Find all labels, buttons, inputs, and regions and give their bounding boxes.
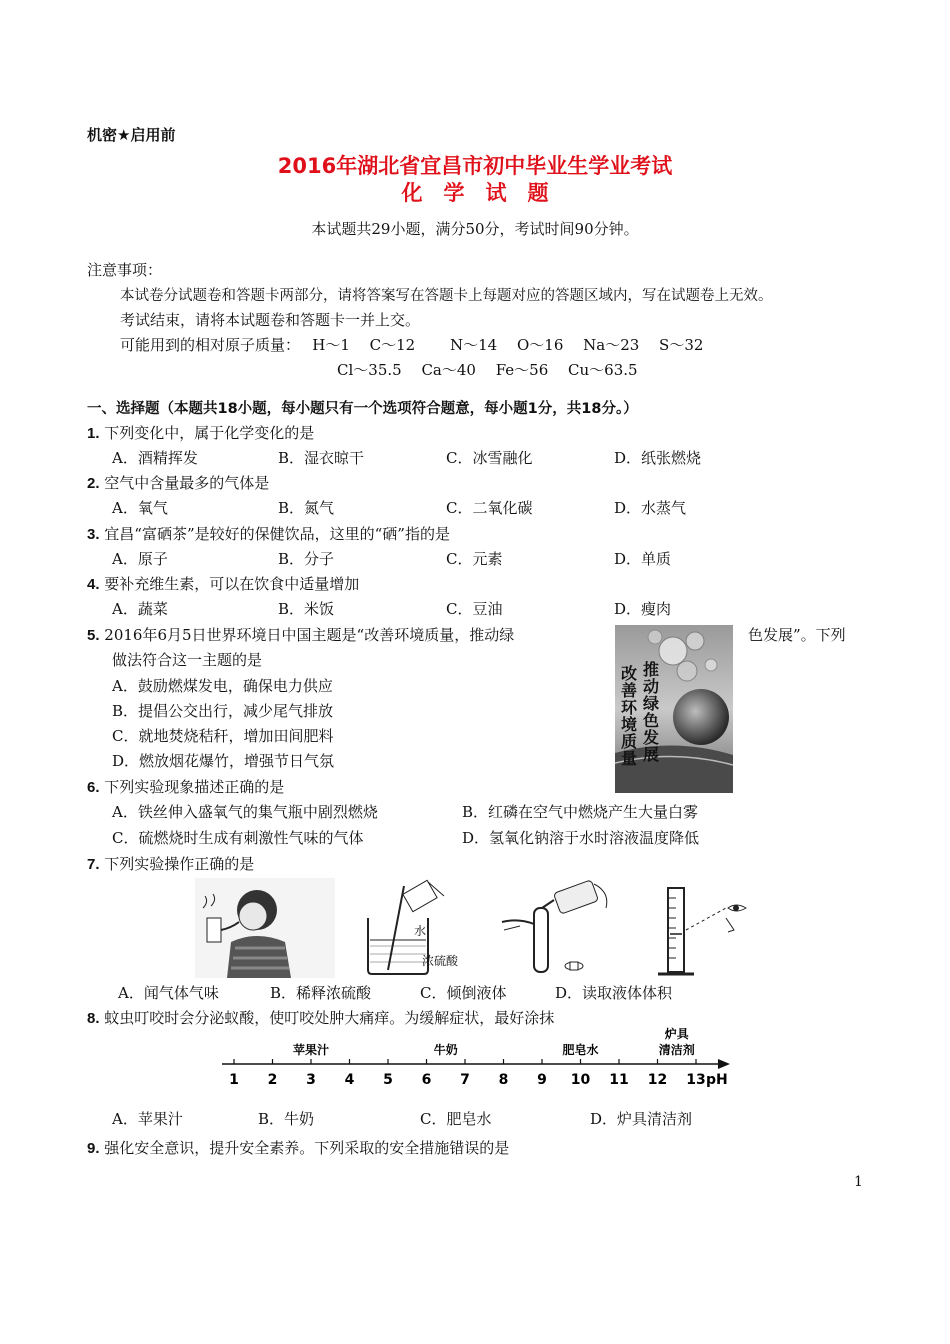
section-1-title: 一、选择题（本题共18小题，每小题只有一个选项符合题意，每小题1分，共18分。） [87,401,638,417]
q8-option-c[interactable]: C．肥皂水 [420,1110,492,1128]
ph-tick-label: 1 [229,1072,239,1088]
q5-option-c[interactable]: C．就地焚烧秸秆，增加田间肥料 [112,727,334,745]
dilute-acid-illustration [358,878,468,978]
notice-line-2: 考试结束，请将本试题卷和答题卡一并上交。 [120,311,421,329]
exam-info: 本试题共29小题，满分50分，考试时间90分钟。 [311,220,639,238]
question-1 [87,422,314,443]
question-number: 3. [87,526,100,543]
ph-tick-label: 10 [570,1072,591,1088]
question-stem: 下列实验操作正确的是 [104,855,255,873]
q5-option-a[interactable]: A．鼓励燃煤发电，确保电力供应 [112,677,333,695]
ph-substance-label: 肥皂水 [562,1043,599,1057]
pour-liquid-illustration [498,878,618,978]
q8-option-b[interactable]: B．牛奶 [258,1110,315,1128]
ph-tick-label: 12 [647,1072,668,1088]
ph-tick-label: 2 [267,1072,278,1088]
question-7 [87,853,254,874]
notice-label: 注意事项： [87,261,163,279]
q2-option-c[interactable]: C．二氧化碳 [446,499,533,517]
question-stem-part-2: 色发展”。下列 [748,626,846,644]
question-9 [87,1137,509,1158]
question-stem: 强化安全意识，提升安全素养。下列采取的安全措施错误的是 [104,1139,510,1157]
question-stem-part-1: 2016年6月5日世界环境日中国主题是“改善环境质量，推动绿 [104,626,515,644]
label-concentrated-sulfuric-acid: 浓硫酸 [422,954,459,968]
q4-option-d[interactable]: D．瘦肉 [614,600,672,618]
q4-option-c[interactable]: C．豆油 [446,600,503,618]
ph-substance-label: 苹果汁 [292,1043,330,1057]
question-stem: 要补充维生素，可以在饮食中适量增加 [104,575,360,593]
question-stem: 下列变化中，属于化学变化的是 [104,424,315,442]
q3-option-c[interactable]: C．元素 [446,550,503,568]
q4-option-a[interactable]: A．蔬菜 [112,600,168,618]
ph-tick-label: 5 [383,1072,393,1088]
ph-tick-label: 13 [686,1072,706,1088]
label-water: 水 [414,924,427,938]
q2-option-b[interactable]: B．氮气 [278,499,335,517]
q7-option-d[interactable]: D．读取液体体积 [555,984,673,1002]
q1-option-a[interactable]: A．酒精挥发 [112,449,198,467]
question-stem: 下列实验现象描述正确的是 [104,778,285,796]
ph-substance-label: 清洁剂 [658,1043,695,1057]
question-6 [87,776,284,797]
ph-tick-label: 11 [609,1072,629,1088]
q3-option-b[interactable]: B．分子 [278,550,335,568]
q6-option-a[interactable]: A．铁丝伸入盛氧气的集气瓶中剧烈燃烧 [112,803,378,821]
pour-liquid-drawing [498,878,618,978]
question-number: 2. [87,475,100,492]
q2-option-d[interactable]: D．水蒸气 [614,499,687,517]
q8-option-d[interactable]: D．炉具清洁剂 [590,1110,693,1128]
question-number: 7. [87,856,100,873]
environment-day-poster [615,625,733,793]
question-5 [87,624,514,645]
question-number: 4. [87,576,100,593]
exam-title: 2016年湖北省宜昌市初中毕业生学业考试 [277,154,673,178]
ph-tick-label: 7 [460,1072,470,1088]
exam-subtitle: 化 学 试 题 [401,181,549,205]
read-volume-illustration [630,878,755,978]
q6-option-b[interactable]: B．红磷在空气中燃烧产生大量白雾 [462,803,699,821]
ph-scale [218,1024,738,1090]
question-number: 5. [87,627,100,644]
q2-option-a[interactable]: A．氧气 [112,499,168,517]
ph-substance-label: 炉具 [664,1027,689,1041]
smell-gas-drawing [195,878,335,978]
ph-axis-arrow [718,1059,730,1069]
notice-line-1: 本试卷分试题卷和答题卡两部分，请将答案写在答题卡上每题对应的答题区域内，写在试题卷上无效。 [120,288,773,304]
q7-option-c[interactable]: C．倾倒液体 [420,984,507,1002]
ph-unit-label: pH [706,1072,728,1088]
ph-substance-label: 牛奶 [433,1043,458,1057]
q8-option-a[interactable]: A．苹果汁 [112,1110,183,1128]
page-number: 1 [854,1174,863,1190]
notice-line-4: Cl～35.5 Ca～40 Fe～56 Cu～63.5 [337,361,638,379]
q6-option-d[interactable]: D．氢氧化钠溶于水时溶液温度降低 [462,829,700,847]
ph-tick-label: 9 [537,1072,547,1088]
q5-option-b[interactable]: B．提倡公交出行，减少尾气排放 [112,702,334,720]
question-number: 1. [87,425,100,442]
question-stem: 宜昌“富硒茶”是较好的保健饮品，这里的“硒”指的是 [104,525,450,543]
smell-gas-illustration [195,878,335,978]
question-4 [87,573,359,594]
question-number: 8. [87,1010,100,1027]
q5-option-d[interactable]: D．燃放烟花爆竹，增强节日气氛 [112,752,335,770]
q7-option-a[interactable]: A．闻气体气味 [118,984,219,1002]
ph-tick-label: 3 [306,1072,316,1088]
ph-tick-label: 8 [498,1072,509,1088]
question-stem-part-3: 做法符合这一主题的是 [112,651,263,669]
question-2 [87,472,269,493]
poster-text-2: 推动绿色发展 [643,660,660,764]
question-number: 6. [87,779,100,796]
question-number: 9. [87,1140,100,1157]
q6-option-c[interactable]: C．硫燃烧时生成有刺激性气味的气体 [112,829,364,847]
q3-option-a[interactable]: A．原子 [112,550,168,568]
notice-line-3: 可能用到的相对原子质量： H～1 C～12 N～14 O～16 Na～23 S～32 [120,336,704,354]
ph-scale-graphic [218,1024,738,1090]
ph-tick-label: 4 [344,1072,355,1088]
secret-label: 机密★启用前 [87,126,176,144]
ph-tick-label: 6 [421,1072,432,1088]
poster-text-1: 改善环境质量 [621,664,638,768]
q1-option-d[interactable]: D．纸张燃烧 [614,449,702,467]
question-3 [87,523,450,544]
read-volume-drawing [630,878,755,978]
q4-option-b[interactable]: B．米饭 [278,600,335,618]
question-stem: 空气中含量最多的气体是 [104,474,270,492]
q7-option-b[interactable]: B．稀释浓硫酸 [270,984,372,1002]
q1-option-b[interactable]: B．湿衣晾干 [278,449,365,467]
question-stem: 蚊虫叮咬时会分泌蚁酸，使叮咬处肿大痛痒。为缓解症状，最好涂抹 [104,1009,555,1027]
q1-option-c[interactable]: C．冰雪融化 [446,449,533,467]
q3-option-d[interactable]: D．单质 [614,550,672,568]
